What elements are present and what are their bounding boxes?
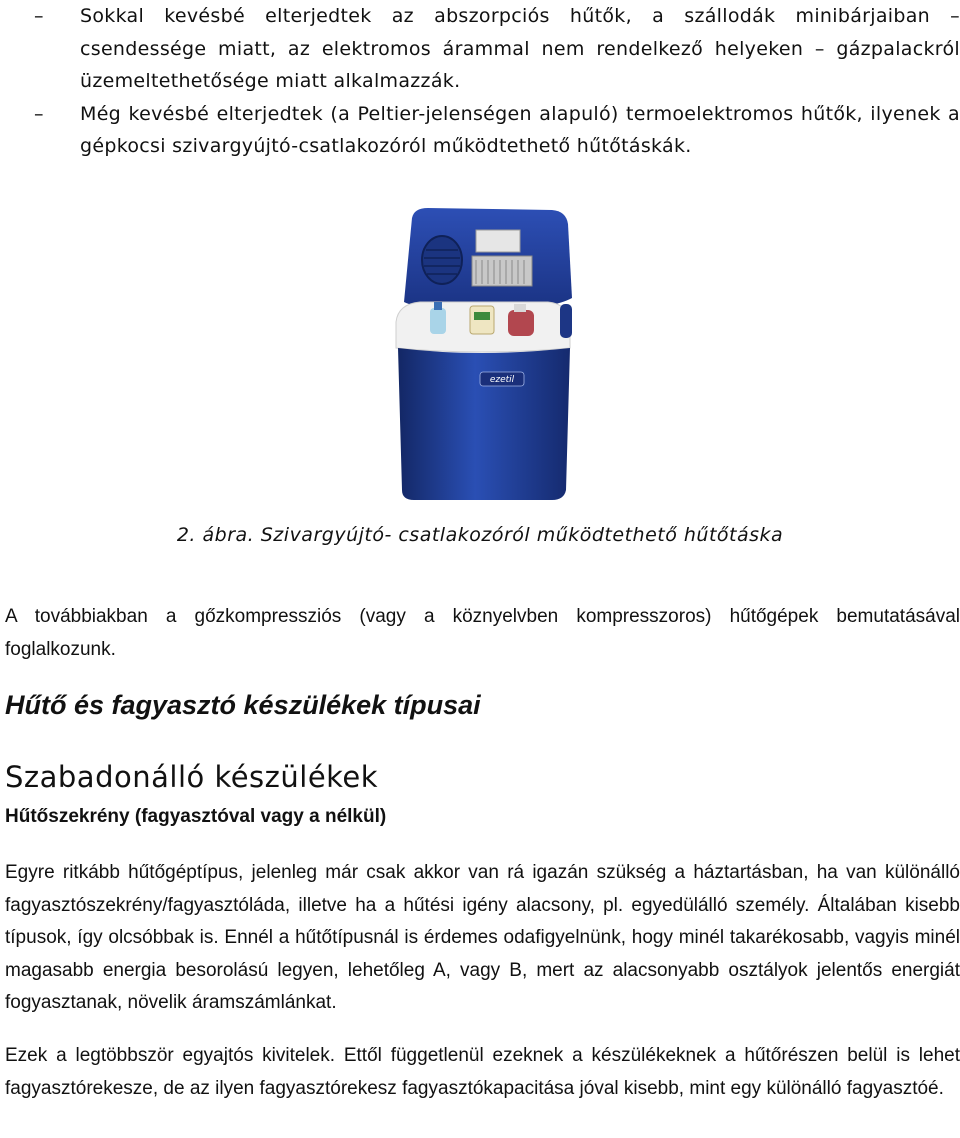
subsubsection-heading: Hűtőszekrény (fagyasztóval vagy a nélkül) (5, 806, 387, 827)
cooler-brand-label: ezetil (489, 375, 515, 385)
bullet-text: Sokkal kevésbé elterjedtek az abszorpciós hűtők, a szállodák minibárjaiban – csendessége miatt, az elektromos árammal nem rendelkező helyeken – gázpalackról üzemeltethetősége miatt alkalmazzák. (80, 5, 960, 92)
section-heading: Hűtő és fagyasztó készülékek típusai (5, 690, 481, 720)
cooler-box-image (380, 198, 580, 508)
bullet-dash: – (34, 5, 44, 27)
bullet-dash: – (34, 102, 44, 125)
figure-caption (0, 524, 960, 546)
bullet-item-thermoelectric (0, 98, 960, 163)
subsection-heading: Szabadonálló készülékek (5, 760, 379, 794)
intro-paragraph: A továbbiakban a gőzkompressziós (vagy a köznyelvben kompresszoros) hűtőgépek bemutatásával foglalkozunk. (5, 606, 960, 660)
cooler-box-figure (380, 198, 580, 508)
bullet-text: Még kevésbé elterjedtek (a Peltier-jelenségen alapuló) termoelektromos hűtők, ilyenek a gépkocsi szivargyújtó-csatlakozóról működtethető hűtőtáskák. (80, 102, 960, 157)
body-paragraph-1: Egyre ritkább hűtőgéptípus, jelenleg már csak akkor van rá igazán szükség a háztartásban, ha van különálló fagyasztószekrény/fagyasztóláda, illetve ha a hűtési igény alacsony, pl. egyedülálló személy. Általában kisebb típusok, így olcsóbbak is. Ennél a hűtőtípusnál is érdemes odafigyelnünk, hogy minél takarékosabb, vagyis minél magasabb energia besorolású legyen, lehetőleg A, vagy B, mert az alacsonyabb osztályok jelentős energiát fogyasztanak, növelik áramszámlánkat. (5, 862, 960, 1013)
bullet-item-absorption (0, 0, 960, 98)
figure-caption-label: 2. ábra. (176, 524, 255, 546)
cooler-body (398, 348, 570, 500)
body-paragraph-2: Ezek a legtöbbször egyajtós kivitelek. Ettől függetlenül ezeknek a készülékeknek a hűtőrészen belül is lehet fagyasztórekesze, de az ilyen fagyasztórekesz fagyasztókapacitása jóval kisebb, mint egy különálló fagyasztóé. (5, 1045, 960, 1099)
figure-caption-text: Szivargyújtó- csatlakozóról működtethető hűtőtáska (260, 524, 784, 546)
bullet-list (0, 0, 960, 163)
